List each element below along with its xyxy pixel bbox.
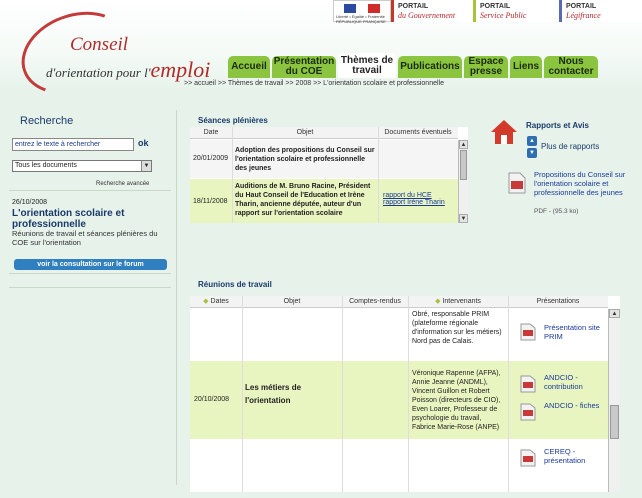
reunions-table — [190, 296, 620, 492]
pdf-icon[interactable] — [520, 403, 536, 421]
divider — [508, 296, 509, 492]
portal-service-public[interactable] — [473, 0, 557, 22]
arrow-up-icon[interactable]: ▲ — [527, 136, 537, 146]
column-header[interactable]: Date — [190, 127, 232, 139]
flag-icon — [344, 4, 380, 13]
sort-icon[interactable]: ◆ — [203, 298, 209, 305]
portal-name: Légifrance — [566, 11, 601, 20]
portal-label: PORTAIL — [566, 3, 597, 10]
search-ok-button[interactable]: ok — [138, 138, 149, 148]
table-row — [190, 179, 458, 223]
pdf-icon[interactable] — [520, 323, 536, 341]
select-value: Tous les documents — [15, 162, 77, 169]
divider — [378, 127, 379, 223]
news-title[interactable]: L'orientation scolaire et professionnelle — [12, 208, 125, 230]
seances-title: Séances plénières — [198, 116, 268, 125]
column-header[interactable]: Objet — [232, 127, 378, 139]
column-header-intervenants[interactable]: ◆ Intervenants — [408, 296, 508, 308]
forum-button[interactable]: voir la consultation sur le forum — [14, 259, 167, 270]
row-date: 20/10/2008 — [194, 396, 230, 403]
header — [0, 0, 642, 92]
logo-title[interactable]: Conseil — [70, 34, 129, 55]
news-date: 26/10/2008 — [12, 199, 48, 206]
portal-legifrance[interactable] — [559, 0, 642, 22]
portal-label: PORTAIL — [398, 3, 429, 10]
report-size: PDF - (95.3 ko) — [534, 208, 579, 215]
column-header-dates[interactable]: ◆ Dates — [190, 296, 242, 308]
table-row — [190, 140, 458, 178]
more-reports-link[interactable]: Plus de rapports — [541, 142, 600, 151]
portal-label: PORTAIL — [480, 3, 511, 10]
column-header[interactable]: Documents éventuels — [378, 127, 458, 139]
news-description: Réunions de travail et séances plénières du COE sur l'orientation — [12, 229, 158, 247]
divider — [9, 273, 171, 274]
divider — [232, 127, 233, 223]
pdf-icon[interactable] — [520, 375, 536, 393]
row-docs — [383, 192, 445, 206]
rapports-title: Rapports et Avis — [526, 121, 589, 130]
table-row — [190, 439, 608, 492]
row-date: 18/11/2008 — [193, 198, 228, 205]
row-objet: Les métiers de l'orientation — [245, 383, 302, 405]
scroll-down-icon[interactable]: ▼ — [460, 216, 467, 222]
home-icon[interactable] — [490, 118, 518, 146]
marianne-motto: Liberté • Égalité • Fraternité RÉPUBLIQUE FRANÇAISE — [336, 14, 386, 24]
logo-subtitle-text: d'orientation pour l' — [46, 65, 151, 80]
search-input[interactable]: entrez le texte à rechercher — [12, 138, 134, 151]
marianne-logo[interactable] — [333, 0, 391, 22]
breadcrumb[interactable]: >> accueil >> Thèmes de travail >> 2008 >> L'orientation scolaire et professionnelle — [184, 80, 444, 87]
tab-contact[interactable]: Nous contacter — [544, 56, 598, 78]
pdf-icon[interactable] — [520, 449, 536, 467]
scroll-up-icon[interactable]: ▲ — [460, 142, 467, 148]
logo-emploi: emploi — [150, 57, 211, 82]
portal-gouvernement[interactable] — [391, 0, 471, 22]
tab-presentation[interactable]: Présentation du COE — [273, 56, 335, 77]
document-type-select[interactable] — [12, 160, 152, 172]
scroll-up-icon[interactable]: ▲ — [609, 309, 620, 318]
seances-table — [190, 127, 468, 223]
presentation-link[interactable]: Présentation site PRIM — [544, 323, 600, 341]
scroll-thumb[interactable] — [610, 405, 619, 439]
presentation-link[interactable]: ANDCIO - contribution — [544, 373, 583, 391]
table-row — [190, 361, 608, 439]
presentation-link[interactable]: ANDCIO - fiches — [544, 401, 600, 410]
column-header[interactable]: Présentations — [508, 296, 608, 308]
sidebar — [6, 103, 172, 488]
pdf-icon[interactable] — [508, 172, 526, 194]
divider — [9, 190, 171, 191]
scroll-thumb[interactable] — [460, 150, 467, 180]
column-header[interactable]: Comptes-rendus — [342, 296, 408, 308]
row-objet: Auditions de M. Bruno Racine, Président du Haut Conseil de l'Education et Irène Tharin, ancienne députée, auteur d'un rapport sur l'orientation scolaire — [235, 183, 371, 217]
divider — [342, 296, 343, 492]
row-intervenants: Obré, responsable PRIM (plateforme régionale d'information sur les métiers) Nord pas de Calais. — [412, 311, 502, 345]
arrow-down-icon[interactable]: ▼ — [527, 148, 537, 158]
row-intervenants: Véronique Rapenne (AFPA), Annie Jeanne (ANDML), Vincent Guillon et Robert Poisson (directeurs de CIO), Even Loarer, Professeur de psychologie du travail, Fabrice Marie-Rose (ANPE) — [412, 370, 501, 431]
table-row — [190, 309, 608, 361]
reunions-title: Réunions de travail — [198, 280, 272, 289]
sort-icon[interactable]: ◆ — [435, 298, 441, 305]
report-link[interactable]: Propositions du Conseil sur l'orientation scolaire et professionnelle des jeunes — [534, 170, 626, 197]
column-divider — [176, 110, 177, 485]
advanced-search-link[interactable]: Recherche avancée — [96, 181, 150, 187]
portal-name: Service Public — [480, 11, 527, 20]
presentation-link[interactable]: CEREQ - présentation — [544, 447, 586, 465]
tab-liens[interactable]: Liens — [510, 56, 542, 78]
chevron-down-icon[interactable]: ▼ — [141, 161, 151, 171]
divider — [408, 296, 409, 492]
row-date: 20/01/2009 — [193, 155, 229, 162]
seances-scrollbar[interactable] — [458, 140, 468, 223]
search-title: Recherche — [20, 115, 74, 127]
portal-name: du Gouvernement — [398, 11, 456, 20]
doc-link-tharin[interactable]: rapport Irène Tharin — [383, 199, 445, 206]
row-objet: Adoption des propositions du Conseil sur l'orientation scolaire et professionnelle des jeunes — [235, 147, 375, 172]
tab-espace-presse[interactable]: Espace presse — [464, 56, 508, 78]
doc-link-hce[interactable]: rapport du HCE — [383, 192, 432, 199]
divider — [242, 296, 243, 492]
tab-themes[interactable]: Thèmes de travail — [338, 53, 396, 78]
divider — [9, 287, 171, 288]
reunions-scrollbar[interactable] — [608, 309, 620, 492]
column-header[interactable]: Objet — [242, 296, 342, 308]
tab-accueil[interactable]: Accueil — [228, 56, 270, 78]
tab-publications[interactable]: Publications — [398, 56, 462, 78]
